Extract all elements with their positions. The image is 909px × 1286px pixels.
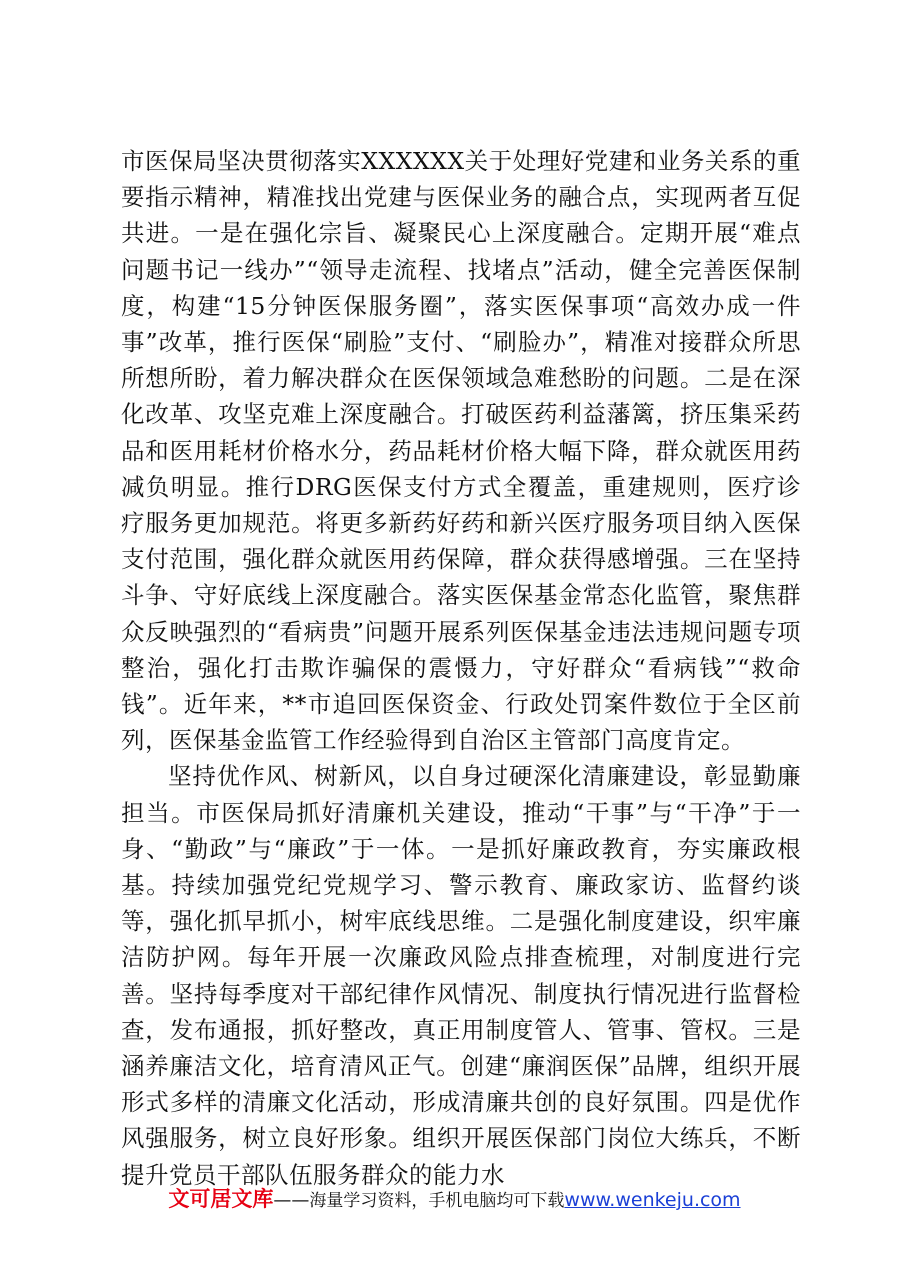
paragraph-1: 市医保局坚决贯彻落实XXXXXX关于处理好党建和业务关系的重要指示精神，精准找出党建与医保业务的融合点，实现两者互促共进。一是在强化宗旨、凝聚民心上深度融合。定期开展“难点问题书记一线办”“领导走流程、找堵点”活动，健全完善医保制度，构建“15分钟医保服务圈”，落实医保事项“高效办成一件事”改革，推行医保“刷脸”支付、“刷脸办”，精准对接群众所思所想所盼，着力解决群众在医保领域急难愁盼的问题。二是在深化改革、攻坚克难上深度融合。打破医药利益藩篱，挤压集采药品和医用耗材价格水分，药品耗材价格大幅下降，群众就医用药减负明显。推行DRG医保支付方式全覆盖，重建规则，医疗诊疗服务更加规范。将更多新药好药和新兴医疗服务项目纳入医保支付范围，强化群众就医用药保障，群众获得感增强。三在坚持斗争、守好底线上深度融合。落实医保基金常态化监管，聚焦群众反映强烈的“看病贵”问题开展系列医保基金违法违规问题专项整治，强化打击欺诈骗保的震慑力，守好群众“看病钱”“救命钱”。近年来，**市追回医保资金、行政处罚案件数位于全区前列，医保基金监管工作经验得到自治区主管部门高度肯定。 [121,147,801,755]
footer-tagline: 海量学习资料，手机电脑均可下载 [309,1191,565,1211]
footer-brand: 文可居文库 [168,1187,274,1211]
footer-link[interactable]: www.wenkeju.com [564,1189,741,1211]
footer-dash: —— [273,1190,310,1211]
footer-banner [0,1183,909,1213]
paragraph-2: 坚持优作风、树新风，以自身过硬深化清廉建设，彰显勤廉担当。市医保局抓好清廉机关建设，推动“干事”与“干净”于一身、“勤政”与“廉政”于一体。一是抓好廉政教育，夯实廉政根基。持续加强党纪党规学习、警示教育、廉政家访、监督约谈等，强化抓早抓小，树牢底线思维。二是强化制度建设，织牢廉洁防护网。每年开展一次廉政风险点排查梳理，对制度进行完善。坚持每季度对干部纪律作风情况、制度执行情况进行监督检查，发布通报，抓好整改，真正用制度管人、管事、管权。三是涵养廉洁文化，培育清风正气。创建“廉润医保”品牌，组织开展形式多样的清廉文化活动，形成清廉共创的良好氛围。四是优作风强服务，树立良好形象。组织开展医保部门岗位大练兵，不断提升党员干部队伍服务群众的能力水 [121,762,801,1189]
document-body [121,143,801,1193]
